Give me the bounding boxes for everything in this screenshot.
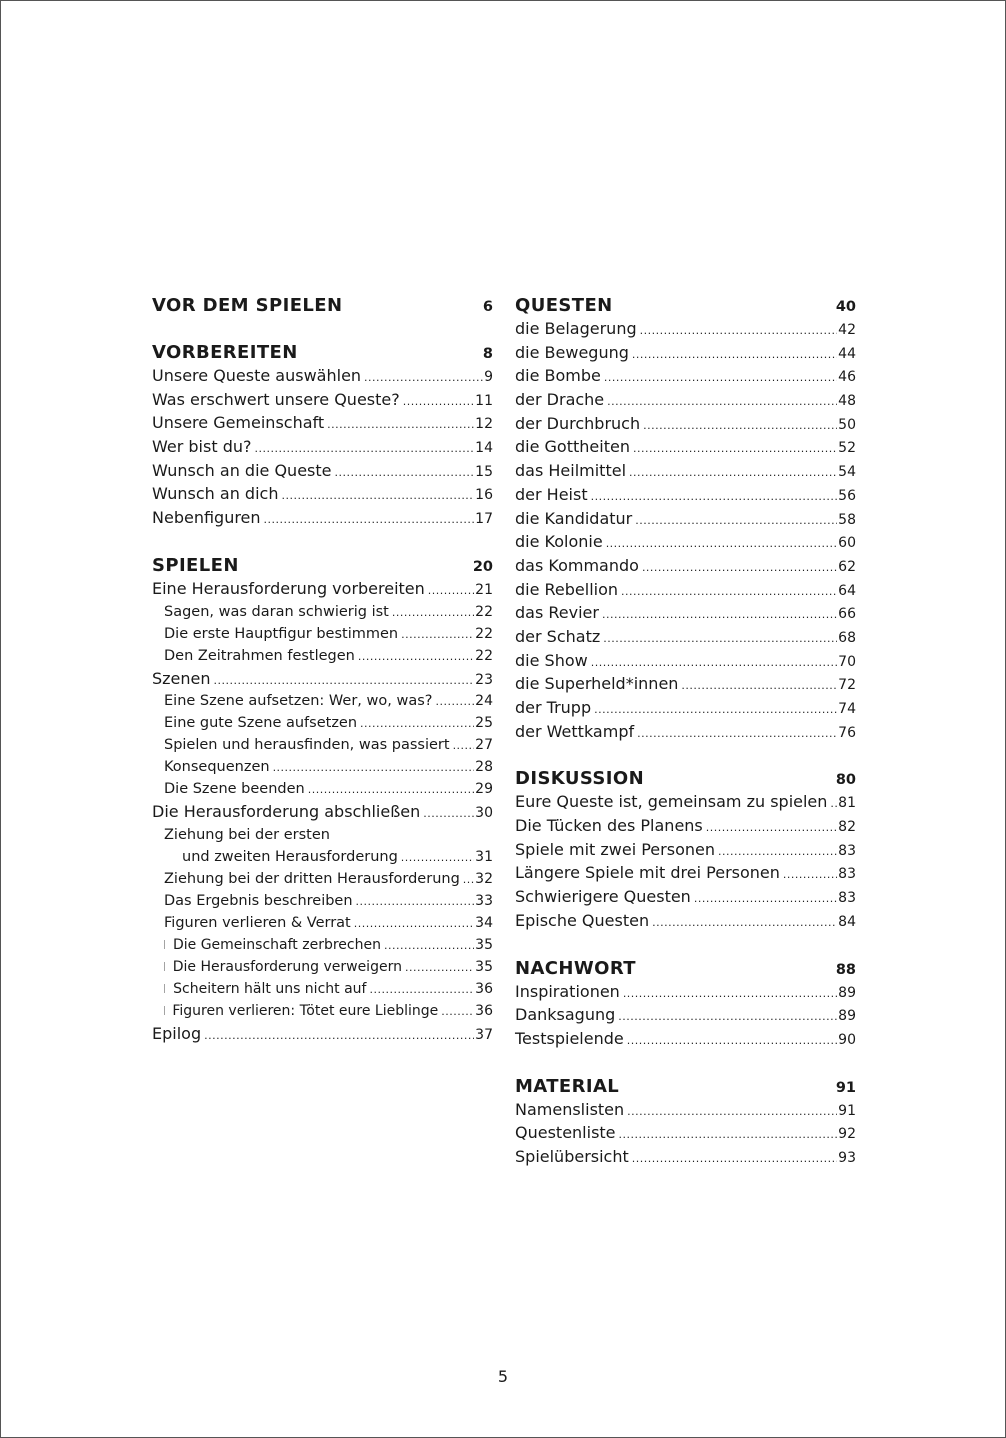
entry-title: Längere Spiele mit drei Personen [515,863,780,883]
toc-entry[interactable] [515,909,856,933]
dot-leader [633,437,837,461]
toc-entry[interactable] [515,720,856,744]
entry-page: 11 [475,392,493,409]
toc-entry[interactable] [515,317,856,341]
entry-page: 27 [475,737,493,754]
entry-title: Namenslisten [515,1099,625,1119]
section-title: QUESTEN [515,295,613,316]
entry-page: 91 [838,1102,856,1119]
toc-column-right [515,293,856,1192]
entry-page: 83 [838,842,856,859]
entry-page: 37 [475,1026,493,1043]
dot-leader [369,979,474,1001]
entry-page: 16 [475,487,493,504]
entry-page: 28 [475,759,493,776]
entry-page: 83 [838,866,856,883]
section-title: SPIELEN [152,554,239,576]
entry-page: 14 [475,440,493,457]
entry-title: Epische Questen [515,910,650,930]
dot-leader [435,691,474,713]
section-heading [515,1074,856,1099]
toc-entry[interactable] [515,364,856,388]
toc-entry[interactable] [152,667,493,691]
entry-page: 33 [475,892,493,909]
entry-page: 84 [838,913,856,930]
toc-entry[interactable] [515,980,856,1004]
toc-entry[interactable] [152,890,493,912]
entry-page: 64 [838,582,856,599]
dot-leader [602,603,837,627]
entry-page: 25 [475,715,493,732]
entry-page: 52 [838,440,856,457]
section-heading [152,293,493,318]
entry-title: Die Herausforderung abschließen [152,802,421,822]
entry-page: 68 [838,629,856,646]
toc-entry[interactable] [152,623,493,645]
toc-entry[interactable] [152,934,493,956]
entry-page: 92 [838,1126,856,1143]
entry-title: die Belagerung [515,319,637,338]
entry-page: 21 [475,581,493,598]
toc-column-left [152,293,493,1069]
dot-leader [604,366,837,390]
entry-title: Die Szene beenden [164,781,305,798]
toc-entry[interactable] [515,1098,856,1122]
entry-title: Wer bist du? [152,437,252,457]
entry-title: Was erschwert unsere Queste? [152,389,400,409]
toc-entry[interactable] [152,868,493,890]
section-heading [515,293,856,318]
entry-title: Wunsch an die Queste [152,460,332,480]
entry-title: Ziehung bei der ersten [164,826,330,843]
entry-page: 70 [838,653,856,670]
toc-entry[interactable] [515,459,856,483]
toc-entry[interactable] [152,1000,493,1022]
entry-page: 50 [838,416,856,433]
toc-entry[interactable] [515,649,856,673]
toc-entry[interactable] [152,978,493,1000]
dot-leader [607,390,837,414]
toc-entry[interactable] [515,435,856,459]
entry-page: 24 [475,693,493,710]
dot-leader [694,887,837,911]
dot-leader [640,319,838,343]
entry-page: 72 [838,677,856,694]
entry-title: und zweiten Herausforderung [182,848,398,865]
entry-page: 17 [475,511,493,528]
entry-title: Eine Herausforderung vorbereiten [152,578,425,598]
entry-page: 22 [475,647,493,664]
dot-leader [308,779,474,801]
entry-title: Konsequenzen [164,759,270,776]
entry-page: 36 [475,1002,493,1019]
dot-leader [632,343,837,367]
toc-entry[interactable] [152,577,493,601]
entry-page: 9 [484,369,493,385]
entry-page: 44 [838,345,856,362]
toc-entry[interactable] [515,1003,856,1027]
entry-title: der Heist [515,484,588,504]
dot-leader [254,437,474,461]
entry-title: Den Zeitrahmen festlegen [164,647,355,664]
entry-title: Sagen, was daran schwierig ist [164,603,389,620]
square-bullet-icon [164,940,165,949]
toc-entry[interactable] [515,412,856,436]
entry-page: 81 [838,795,856,812]
toc-entry[interactable] [152,956,493,978]
section-heading [152,553,493,578]
toc-entry[interactable] [515,838,856,862]
entry-page: 48 [838,393,856,410]
entry-page: 30 [475,805,493,822]
entry-title: Spiele mit zwei Personen [515,839,715,859]
dot-leader [591,485,838,509]
entry-title: die Superheld*innen [515,674,679,694]
entry-title: Scheitern hält uns nicht auf [173,980,367,997]
dot-leader [360,713,474,735]
entry-title: Epilog [152,1023,202,1043]
dot-leader [327,413,474,437]
toc-entry[interactable] [152,411,493,435]
entry-title: Figuren verlieren: Tötet eure Lieblinge [172,1002,439,1019]
dot-leader [354,913,474,935]
section-heading [515,766,856,791]
entry-page: 82 [838,819,856,836]
entry-title: der Wettkampf [515,721,635,741]
section-title: NACHWORT [515,957,636,979]
toc-entry[interactable] [515,554,856,578]
toc-entry[interactable] [515,672,856,696]
toc-entry[interactable] [515,341,856,365]
entry-title: Eine Szene aufsetzen: Wer, wo, was? [164,693,433,710]
section-title: MATERIAL [515,1075,620,1097]
entry-page: 12 [475,416,493,433]
toc-section-nachwort [515,956,856,1051]
dot-leader [830,792,837,816]
toc-entry[interactable] [152,734,493,756]
section-page: 6 [482,299,493,315]
dot-leader [358,646,474,668]
toc-entry[interactable] [515,885,856,909]
entry-page: 60 [838,535,856,552]
entry-title: Spielen und herausfinden, was passiert [164,737,450,754]
toc-entry[interactable] [152,482,493,506]
entry-title: die Show [515,650,588,670]
toc-entry[interactable] [515,790,856,814]
toc-section-questen [515,293,856,743]
entry-title: Spielübersicht [515,1146,629,1166]
dot-leader [463,869,474,891]
entry-page: 46 [838,369,856,386]
dot-leader [423,802,474,826]
dot-leader [706,816,837,840]
toc-entry[interactable] [152,756,493,778]
toc-section-vor-dem-spielen [152,293,493,318]
dot-leader [403,390,474,414]
entry-title: die Rebellion [515,579,619,599]
dot-leader [594,698,837,722]
dot-leader [623,982,837,1006]
dot-leader [606,532,837,556]
dot-leader [356,891,475,913]
dot-leader [603,627,837,651]
toc-section-material [515,1074,856,1169]
entry-title: das Heilmittel [515,461,627,481]
dot-leader [405,957,474,979]
section-page: 88 [835,961,856,978]
page-number: 5 [497,1367,509,1386]
toc-entry[interactable] [515,601,856,625]
section-page: 40 [835,299,856,315]
dot-leader [642,556,837,580]
dot-leader [718,840,837,864]
entry-title: Unsere Queste auswählen [152,366,362,385]
toc-entry[interactable] [515,814,856,838]
entry-page: 62 [838,558,856,575]
square-bullet-icon [164,984,165,993]
toc-entry[interactable] [152,601,493,623]
dot-leader [392,602,474,624]
entry-title: die Kandidatur [515,508,633,528]
entry-title: Ziehung bei der dritten Herausforderung [164,870,460,887]
entry-page: 89 [838,984,856,1001]
dot-leader [441,1001,474,1023]
entry-title: Die erste Hauptfigur bestimmen [164,625,399,642]
toc-entry[interactable] [152,824,493,846]
dot-leader [281,484,474,508]
entry-title: Die Gemeinschaft zerbrechen [172,936,381,953]
dot-leader [681,674,837,698]
entry-title: die Kolonie [515,532,603,552]
entry-page: 89 [838,1008,856,1025]
entry-page: 34 [475,914,493,931]
entry-page: 22 [475,625,493,642]
dot-leader [334,461,474,485]
entry-title: Eine gute Szene aufsetzen [164,715,358,732]
dot-leader [428,579,474,603]
toc-section-vorbereiten [152,340,493,530]
entry-page: 54 [838,464,856,481]
section-heading [515,956,856,981]
entry-page: 22 [475,603,493,620]
toc-entry[interactable] [515,1145,856,1169]
section-title: DISKUSSION [515,768,645,790]
entry-title: Schwierigere Questen [515,887,691,907]
toc-entry[interactable] [152,712,493,734]
toc-section-spielen [152,553,493,1046]
toc-entry[interactable] [515,530,856,554]
toc-section-diskussion [515,766,856,932]
entry-title: Das Ergebnis beschreiben [164,892,353,909]
entry-title: Danksagung [515,1005,616,1025]
entry-title: Nebenfiguren [152,508,261,528]
dot-leader [401,624,474,646]
section-page: 80 [835,772,856,789]
toc-entry[interactable] [515,483,856,507]
toc-entry[interactable] [152,1022,493,1046]
toc-entry[interactable] [515,861,856,885]
entry-title: der Schatz [515,626,601,646]
toc-entry[interactable] [515,625,856,649]
entry-page: 35 [475,936,493,953]
entry-title: das Kommando [515,555,639,575]
dot-leader [627,1100,837,1124]
entry-title: Unsere Gemeinschaft [152,413,325,433]
toc-entry[interactable] [152,388,493,412]
dot-leader [635,509,837,533]
entry-title: das Revier [515,603,599,623]
entry-page: 74 [838,701,856,717]
section-title: VOR DEM SPIELEN [152,295,343,316]
section-title: VORBEREITEN [152,342,298,363]
toc-entry[interactable] [515,696,856,720]
entry-page: 32 [475,870,493,887]
toc-entry[interactable] [152,846,493,868]
entry-title: der Durchbruch [515,413,641,433]
entry-title: Figuren verlieren & Verrat [164,914,351,931]
entry-title: der Drache [515,390,605,410]
entry-page: 90 [838,1031,856,1048]
toc-entry[interactable] [152,690,493,712]
entry-page: 31 [475,848,493,865]
dot-leader [632,1147,837,1171]
toc-entry[interactable] [515,388,856,412]
entry-page: 58 [838,511,856,528]
dot-leader [401,847,474,869]
square-bullet-icon [164,962,165,971]
entry-page: 83 [838,890,856,907]
dot-leader [384,935,474,957]
dot-leader [214,669,475,693]
dot-leader [591,651,837,675]
dot-leader [264,508,475,532]
entry-title: der Trupp [515,698,592,717]
section-page: 20 [472,558,493,575]
toc-entry[interactable] [152,778,493,800]
dot-leader [619,1123,838,1147]
entry-page: 23 [475,671,493,688]
toc-entry[interactable] [152,435,493,459]
entry-title: die Bewegung [515,342,629,362]
entry-title: Inspirationen [515,981,620,1001]
dot-leader [364,366,483,390]
dot-leader [652,911,837,935]
entry-page: 15 [475,463,493,480]
toc-entry[interactable] [152,912,493,934]
entry-title: Szenen [152,668,211,688]
entry-page: 36 [475,980,493,997]
toc-entry[interactable] [515,1121,856,1145]
dot-leader [453,735,475,757]
entry-title: Eure Queste ist, gemeinsam zu spielen [515,792,828,812]
toc-entry[interactable] [152,800,493,824]
entry-title: Die Tücken des Planens [515,816,703,836]
dot-leader [204,1024,474,1048]
entry-page: 66 [838,606,856,623]
entry-page: 76 [838,724,856,741]
entry-title: die Gottheiten [515,437,630,457]
section-heading [152,340,493,365]
entry-page: 35 [475,958,493,975]
toc-entry[interactable] [152,645,493,667]
section-page: 91 [835,1079,856,1096]
entry-page: 42 [838,322,856,338]
toc-entry[interactable] [152,459,493,483]
entry-title: die Bombe [515,366,601,386]
section-page: 8 [482,346,493,362]
toc-entry[interactable] [515,507,856,531]
entry-title: Testspielende [515,1028,624,1048]
dot-leader [643,414,837,438]
toc-entry[interactable] [152,364,493,388]
entry-title: Questenliste [515,1123,616,1143]
dot-leader [273,757,475,779]
entry-title: Die Herausforderung verweigern [172,958,402,975]
dot-leader [618,1005,837,1029]
dot-leader [629,461,837,485]
dot-leader [621,580,837,604]
dot-leader [637,722,837,746]
dot-leader [783,863,837,887]
dot-leader [627,1029,837,1053]
entry-title: Wunsch an dich [152,484,279,504]
toc-entry[interactable] [515,578,856,602]
toc-entry[interactable] [515,1027,856,1051]
toc-entry[interactable] [152,506,493,530]
entry-page: 93 [838,1149,856,1166]
entry-page: 56 [838,487,856,504]
entry-page: 29 [475,781,493,798]
